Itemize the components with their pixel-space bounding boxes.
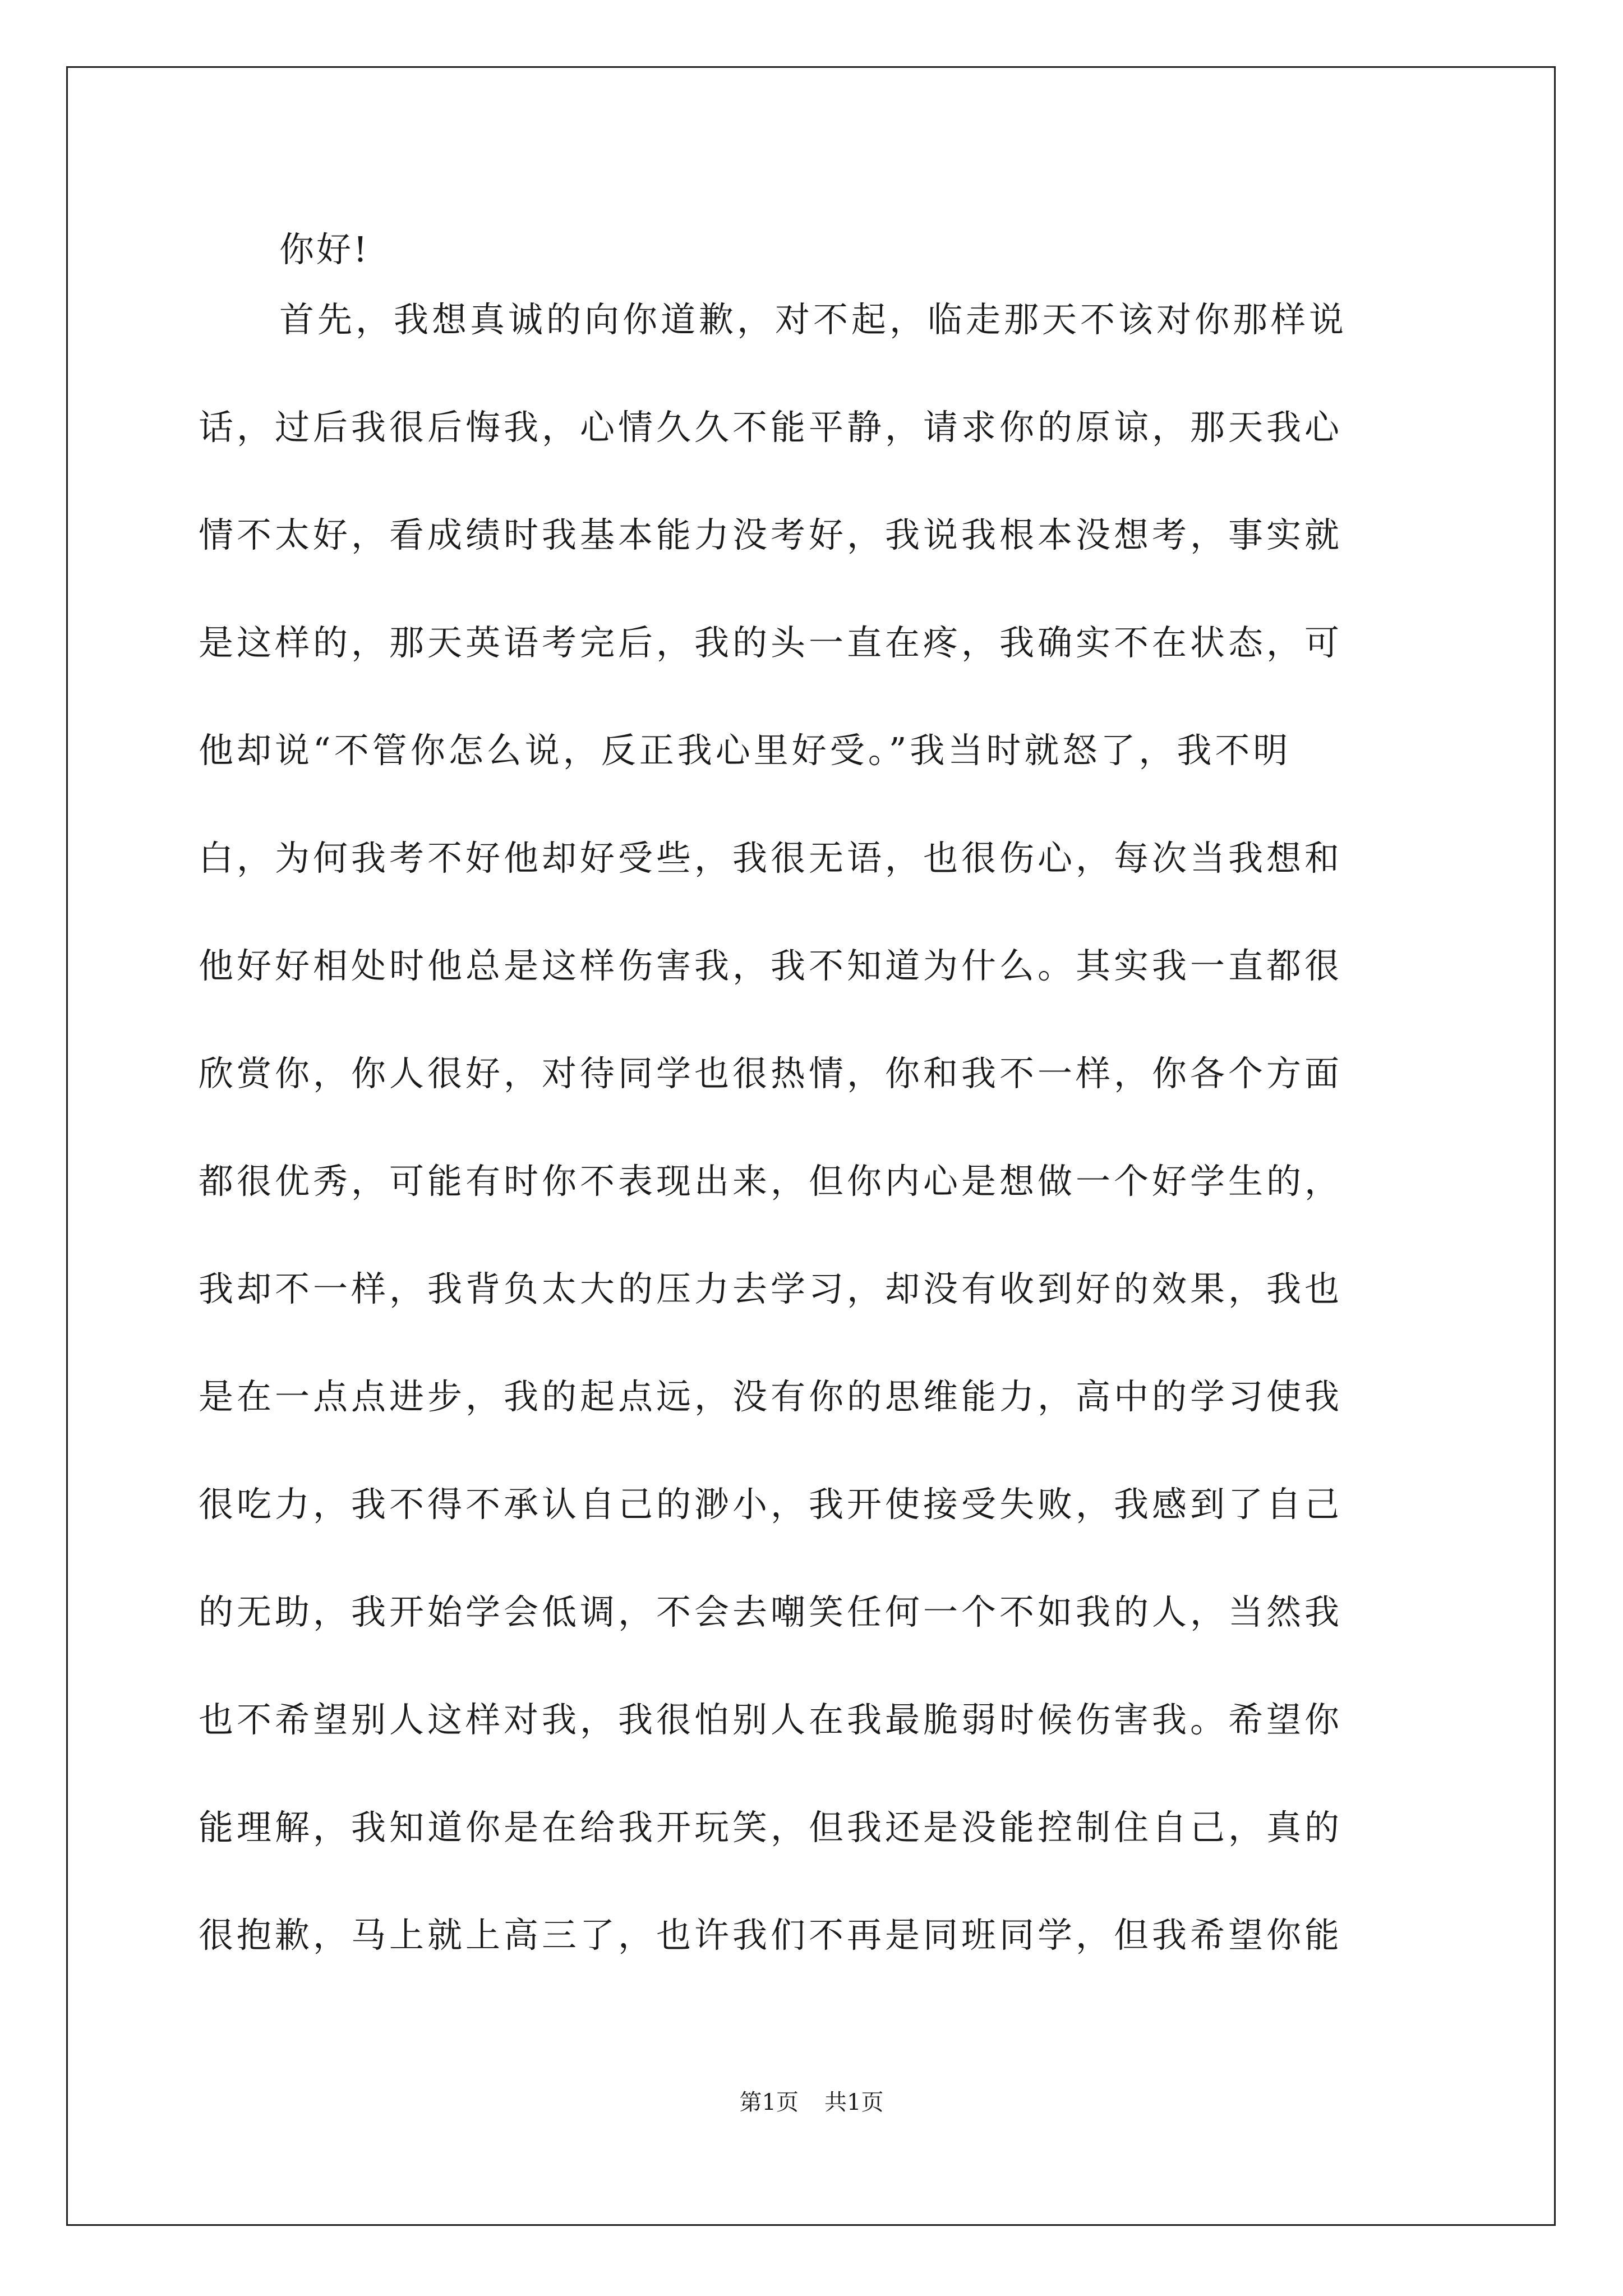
body-line: 话，过后我很后悔我，心情久久不能平静，请求你的原谅，那天我心 (199, 407, 1343, 448)
body-line: 欣赏你，你人很好，对待同学也很热情，你和我不一样，你各个方面 (199, 1053, 1343, 1094)
body-line: 情不太好，看成绩时我基本能力没考好，我说我根本没想考，事实就 (199, 514, 1343, 555)
page-number: 第1页 (739, 2090, 799, 2115)
body-line: 我却不一样，我背负太大的压力去学习，却没有收到好的效果，我也 (199, 1268, 1343, 1309)
letter-body (199, 292, 1427, 2015)
page-footer (0, 2086, 1623, 2119)
body-line: 很抱歉，马上就上高三了，也许我们不再是同班同学，但我希望你能 (199, 1915, 1343, 1955)
page-total: 共1页 (824, 2090, 884, 2115)
body-line: 的无助，我开始学会低调，不会去嘲笑任何一个不如我的人，当然我 (199, 1591, 1343, 1632)
body-line: 他却说“不管你怎么说，反正我心里好受。”我当时就怒了，我不明 (199, 730, 1292, 771)
body-line: 能理解，我知道你是在给我开玩笑，但我还是没能控制住自己，真的 (199, 1807, 1343, 1848)
body-line: 首先，我想真诚的向你道歉，对不起，临走那天不该对你那样说 (279, 299, 1348, 340)
body-line: 也不希望别人这样对我，我很怕别人在我最脆弱时候伤害我。希望你 (199, 1699, 1343, 1740)
body-line: 很吃力，我不得不承认自己的渺小，我开使接受失败，我感到了自己 (199, 1484, 1343, 1525)
letter-greeting: 你好! (279, 229, 370, 270)
body-line: 他好好相处时他总是这样伤害我，我不知道为什么。其实我一直都很 (199, 945, 1343, 986)
body-line: 都很优秀，可能有时你不表现出来，但你内心是想做一个好学生的， (199, 1161, 1343, 1202)
body-line: 白，为何我考不好他却好受些，我很无语，也很伤心，每次当我想和 (199, 838, 1343, 878)
body-line: 是在一点点进步，我的起点远，没有你的思维能力，高中的学习使我 (199, 1376, 1343, 1417)
body-line: 是这样的，那天英语考完后，我的头一直在疼，我确实不在状态，可 (199, 622, 1343, 663)
